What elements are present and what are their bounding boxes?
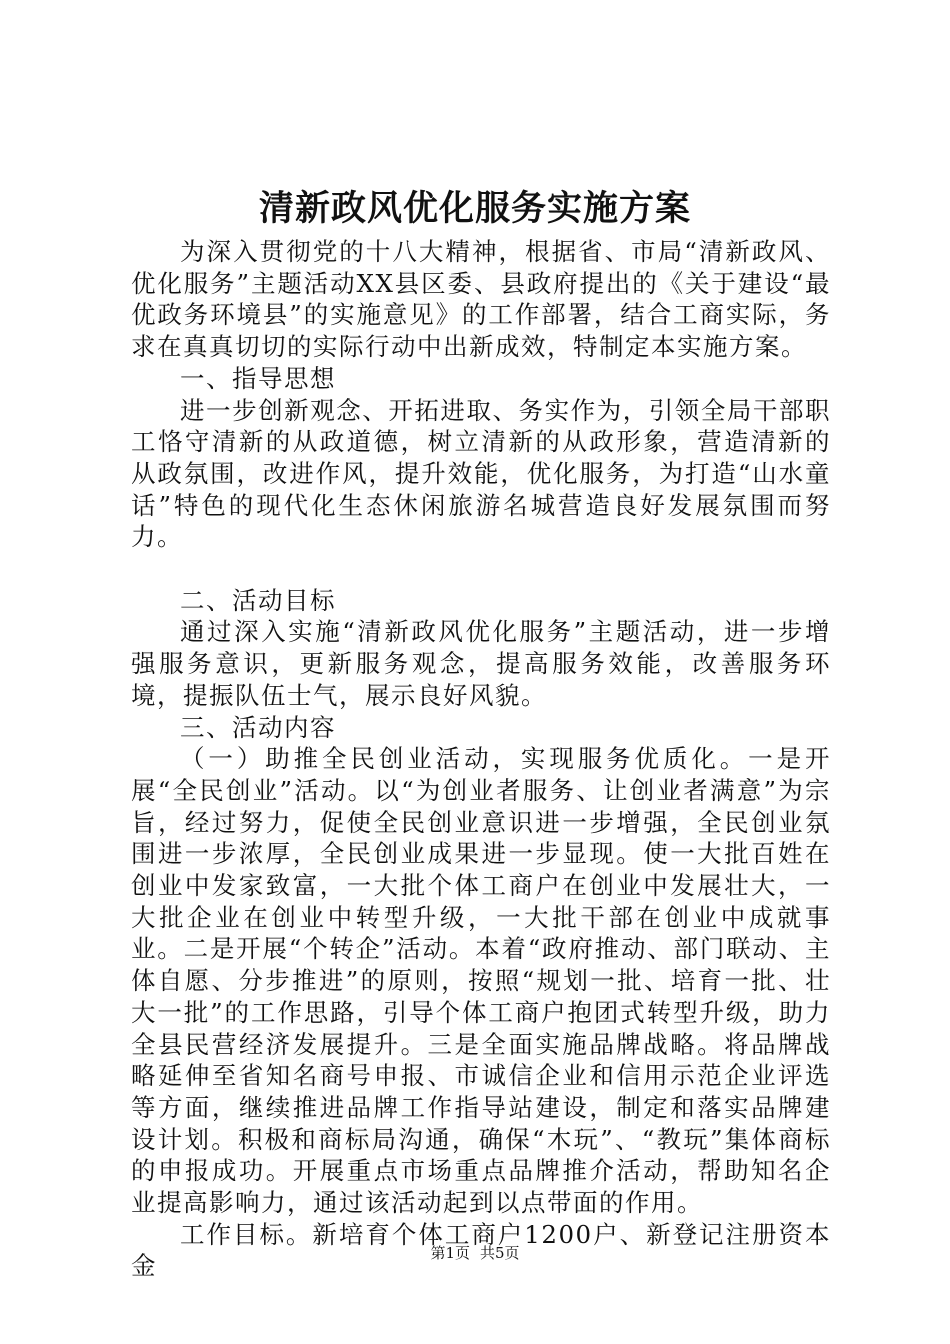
section-heading-activity-content: 三、活动内容 bbox=[180, 712, 336, 742]
page-footer bbox=[0, 1243, 950, 1263]
section-heading-guiding-ideology: 一、指导思想 bbox=[180, 363, 336, 393]
paragraph-activity-content-1: （一）助推全民创业活动，实现服务优质化。一是开展“全民创业”活动。以“为创业者服务、让创业者满意”为宗旨，经过努力，促使全民创业意识进一步增强，全民创业氛围进一步浓厚，全民创业成果进一步显现。使一大批百姓在创业中发家致富，一大批个体工商户在创业中发展壮大，一大批企业在创业中转型升级，一大批干部在创业中成就事业。二是开展“个转企”活动。本着“政府推动、部门联动、主体自愿、分步推进”的原则，按照“规划一批、培育一批、壮大一批”的工作思路，引导个体工商户抱团式转型升级，助力全县民营经济发展提升。三是全面实施品牌战略。将品牌战略延伸至省知名商号申报、市诚信企业和信用示范企业评选等方面，继续推进品牌工作指导站建设，制定和落实品牌建设计划。积极和商标局沟通，确保“木玩”、“教玩”集体商标的申报成功。开展重点市场重点品牌推介活动，帮助知名企业提高影响力，通过该活动起到以点带面的作用。 bbox=[131, 744, 831, 1218]
page-number: 第1页 bbox=[430, 1244, 470, 1262]
paragraph-gap bbox=[131, 553, 831, 585]
paragraph-activity-goals: 通过深入实施“清新政风优化服务”主题活动，进一步增强服务意识，更新服务观念，提高服务效能，改善服务环境，提振队伍士气，展示良好风貌。 bbox=[131, 617, 831, 710]
paragraph-intro: 为深入贯彻党的十八大精神，根据省、市局“清新政风、优化服务”主题活动XX县区委、县政府提出的《关于建设“最优政务环境县”的实施意见》的工作部署，结合工商实际，务求在真真切切的实际行动中出新成效，特制定本实施方案。 bbox=[131, 237, 831, 362]
section-heading-activity-goals: 二、活动目标 bbox=[180, 585, 336, 615]
document-title: 清新政风优化服务实施方案 bbox=[258, 188, 691, 229]
document-body bbox=[131, 236, 831, 1282]
paragraph-guiding-ideology: 进一步创新观念、开拓进取、务实作为，引领全局干部职工恪守清新的从政道德，树立清新的从政形象，营造清新的从政氛围，改进作风，提升效能，优化服务，为打造“山水童话”特色的现代化生态休闲旅游名城营造良好发展氛围而努力。 bbox=[131, 395, 831, 552]
total-pages: 共5页 bbox=[480, 1244, 520, 1262]
paragraph-work-targets: 工作目标。新培育个体工商户1200户、新登记注册资本金 bbox=[131, 1219, 831, 1281]
